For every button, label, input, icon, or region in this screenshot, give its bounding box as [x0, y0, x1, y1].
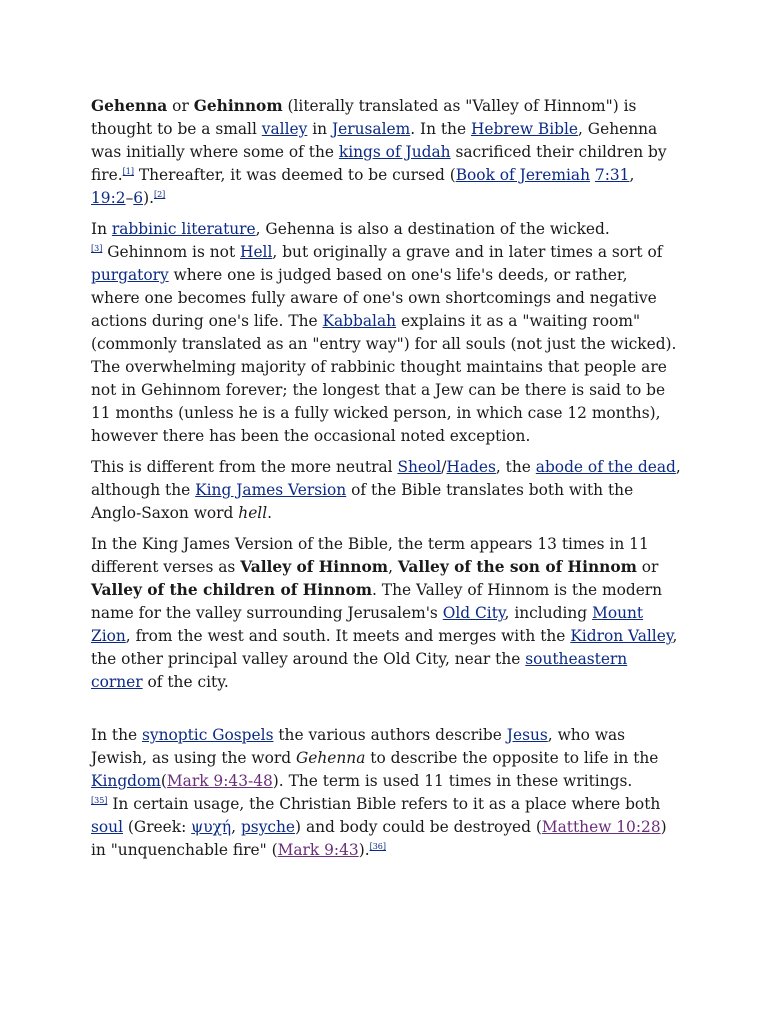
text: In the: [91, 726, 142, 744]
footnote-link-1[interactable]: [1]: [122, 166, 134, 176]
bold-valley-of-children-of-hinnom: Valley of the children of Hinnom: [91, 581, 373, 599]
text: , Gehenna was initially where some of the: [91, 120, 658, 161]
text: Thereafter, it was deemed to be cursed (: [133, 166, 456, 184]
link-purgatory[interactable]: purgatory: [91, 266, 169, 284]
bold-valley-of-hinnom: Valley of Hinnom: [240, 558, 389, 576]
paragraph-gehenna-intro: [91, 95, 681, 210]
footnote-ref-3: [91, 244, 102, 253]
text: (: [160, 772, 167, 790]
link-old-city[interactable]: Old City: [442, 604, 505, 622]
link-jeremiah-19-2[interactable]: 19:2: [91, 189, 126, 207]
link-mark-9-43[interactable]: Mark 9:43: [277, 841, 359, 859]
footnote-link-3[interactable]: [3]: [91, 243, 103, 253]
link-book-of-jeremiah[interactable]: Book of Jeremiah: [455, 166, 590, 184]
text: where one is judged based on one's life's deeds, or rather, where one becomes fully aware of one's own shortcomings and negative actions during one's life. The: [91, 266, 657, 330]
text: ) and body could be destroyed (: [295, 818, 542, 836]
text: , from the west and south. It meets and merges with the: [125, 627, 571, 645]
text: , but originally a grave and in later times a sort of: [272, 243, 663, 261]
footnote-link-2[interactable]: [2]: [153, 189, 166, 199]
footnote-ref-36: [370, 842, 386, 851]
link-king-james-version[interactable]: King James Version: [195, 481, 347, 499]
text: ). The term is used 11 times in these writings.: [272, 772, 633, 790]
text: ) in "unquenchable fire" (: [91, 818, 667, 859]
link-kidron-valley[interactable]: Kidron Valley: [570, 627, 673, 645]
link-psyche[interactable]: psyche: [240, 818, 296, 836]
text: , the: [495, 458, 536, 476]
link-jerusalem[interactable]: Jerusalem: [331, 120, 411, 138]
link-soul[interactable]: soul: [91, 818, 123, 836]
italic-word-hell: hell: [238, 504, 268, 522]
link-psyche-greek[interactable]: ψυχή: [191, 818, 232, 836]
link-kingdom[interactable]: Kingdom: [91, 772, 161, 790]
text: (Greek:: [123, 818, 192, 836]
paragraph-gospels: [91, 724, 681, 862]
link-mount-zion[interactable]: Mount Zion: [91, 604, 644, 645]
text: of the Bible translates both with the Anglo-Saxon word: [91, 481, 634, 522]
text: In certain usage, the Christian Bible refers to it as a place where both: [107, 795, 661, 813]
text: (literally translated as "Valley of Hinnom") is thought to be a small: [91, 97, 637, 138]
text: , the other principal valley around the Old City, near the: [91, 627, 678, 668]
text: –: [125, 189, 134, 207]
link-mark-9-43-48[interactable]: Mark 9:43-48: [166, 772, 273, 790]
text: , although the: [91, 458, 681, 499]
paragraph-sheol: [91, 456, 681, 525]
text: sacrificed their children by fire.: [91, 143, 667, 184]
text: .: [267, 504, 273, 522]
paragraph-rabbinic: [91, 218, 681, 448]
text: ).: [358, 841, 370, 859]
link-synoptic-gospels[interactable]: synoptic Gospels: [141, 726, 274, 744]
text: , Gehenna is also a destination of the wicked.: [255, 220, 610, 238]
text: explains it as a "waiting room" (commonly translated as an "entry way") for all souls (not just the wicked). The overwhelming majority of rabbinic thought maintains that people are not in Gehinnom forever; the longest that a Jew can be there is said to be 11 months (unless he is a fully wicked person, in which case 12 months), however there has been the occasional noted exception.: [91, 312, 677, 445]
text: /: [441, 458, 447, 476]
footnote-ref-1: [123, 167, 134, 176]
text: ,: [629, 166, 635, 184]
text: ).: [143, 189, 154, 207]
link-hell[interactable]: Hell: [240, 243, 273, 261]
text: In: [91, 220, 112, 238]
text: This is different from the more neutral: [91, 458, 398, 476]
italic-word-gehenna: Gehenna: [295, 749, 366, 767]
text: or: [636, 558, 659, 576]
footnote-ref-2: [154, 190, 165, 199]
text: of the city.: [142, 673, 229, 691]
link-hades[interactable]: Hades: [446, 458, 496, 476]
link-kabbalah[interactable]: Kabbalah: [322, 312, 397, 330]
link-rabbinic-literature[interactable]: rabbinic literature: [111, 220, 256, 238]
link-kings-of-judah[interactable]: kings of Judah: [338, 143, 451, 161]
text: , including: [504, 604, 593, 622]
text: . In the: [410, 120, 471, 138]
text: , who was Jewish, as using the word: [91, 726, 626, 767]
bold-valley-of-son-of-hinnom: Valley of the son of Hinnom: [397, 558, 637, 576]
bold-term-gehenna: Gehenna: [91, 97, 168, 115]
link-matthew-10-28[interactable]: Matthew 10:28: [541, 818, 661, 836]
link-jesus[interactable]: Jesus: [506, 726, 548, 744]
link-abode-of-the-dead[interactable]: abode of the dead: [535, 458, 676, 476]
link-jeremiah-7-31[interactable]: 7:31: [594, 166, 630, 184]
link-hebrew-bible[interactable]: Hebrew Bible: [470, 120, 579, 138]
text: ,: [231, 818, 241, 836]
text: to describe the opposite to life in the: [365, 749, 659, 767]
text: ,: [388, 558, 398, 576]
text: or: [167, 97, 194, 115]
link-valley[interactable]: valley: [261, 120, 308, 138]
footnote-link-36[interactable]: [36]: [369, 841, 387, 851]
paragraph-kjv: [91, 533, 681, 694]
link-southeastern-corner[interactable]: southeastern corner: [91, 650, 628, 691]
text: Gehinnom is not: [102, 243, 241, 261]
text: . The Valley of Hinnom is the modern name for the valley surrounding Jerusalem's: [91, 581, 663, 622]
bold-term-gehinnom: Gehinnom: [193, 97, 283, 115]
link-jeremiah-19-6[interactable]: 6: [133, 189, 144, 207]
text: the various authors describe: [273, 726, 507, 744]
footnote-ref-35: [91, 796, 107, 805]
link-sheol[interactable]: Sheol: [397, 458, 442, 476]
footnote-link-35[interactable]: [35]: [91, 795, 108, 805]
article-body: [91, 95, 681, 870]
text: in: [307, 120, 332, 138]
text: In the King James Version of the Bible, the term appears 13 times in 11 different verses as: [91, 535, 649, 576]
